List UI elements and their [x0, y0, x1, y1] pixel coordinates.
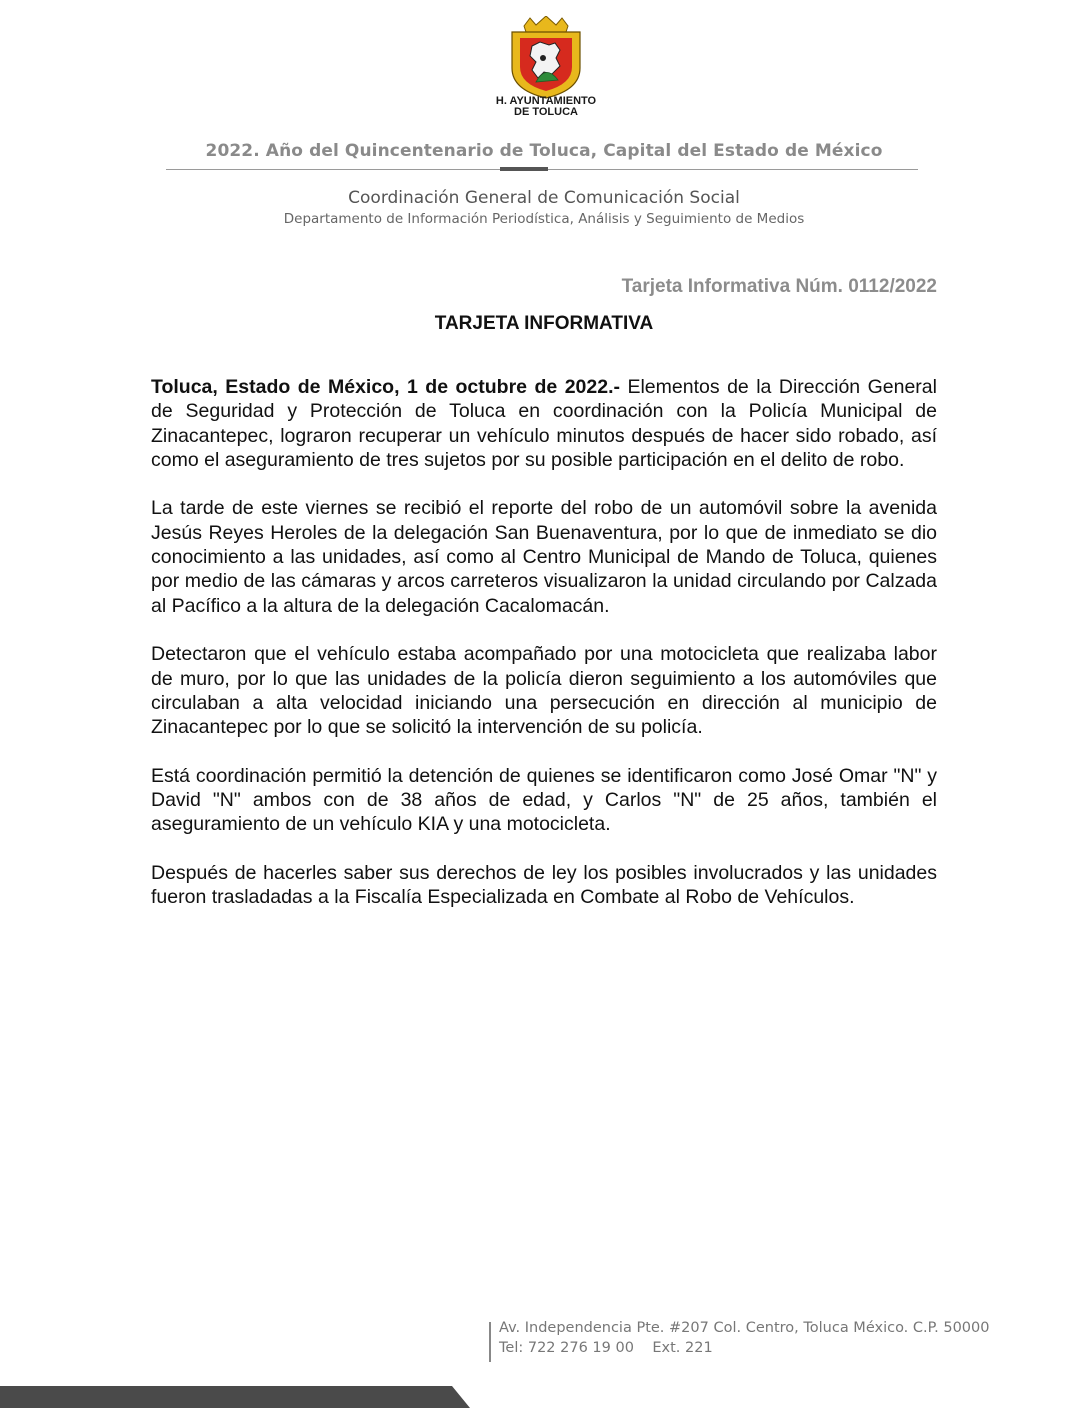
- document-body: [151, 375, 937, 934]
- dateline: Toluca, Estado de México, 1 de octubre de 2022.-: [151, 376, 620, 398]
- logo-caption-line2: DE TOLUCA: [514, 106, 578, 118]
- paragraph-3: Detectaron que el vehículo estaba acompañado por una motocicleta que realizaba labor de muro, por lo que las unidades de la policía dieron seguimiento a los automóviles que circulaban a alta velocidad iniciando una persecución en dirección al municipio de Zinacantepec por lo que se solicitó la intervención de su policía.: [151, 643, 937, 739]
- footer-address: Av. Independencia Pte. #207 Col. Centro, Toluca México. C.P. 50000: [499, 1320, 990, 1336]
- paragraph-1-text: Elementos de la Dirección General de Seguridad y Protección de Toluca en coordinación con la Policía Municipal de Zinacantepec, lograron recuperar un vehículo minutos después de hacer sido robado, así como el aseguramiento de tres sujetos por su posible participación en el delito de robo.: [151, 376, 937, 471]
- header-divider-accent: [500, 167, 548, 171]
- paragraph-5: Después de hacerles saber sus derechos de ley los posibles involucrados y las unidades fueron trasladadas a la Fiscalía Especializada en Combate al Robo de Vehículos.: [151, 861, 937, 909]
- paragraph-2: La tarde de este viernes se recibió el reporte del robo de un automóvil sobre la avenida Jesús Reyes Heroles de la delegación San Buenaventura, por lo que de inmediato se dio conocimiento a las unidades, así como al Centro Municipal de Mando de Toluca, quienes por medio de las cámaras y arcos carreteros visualizaron la unidad circulando por Calzada al Pacífico a la altura de la delegación Cacalomacán.: [151, 497, 937, 617]
- department-title: Departamento de Información Periodística, Análisis y Seguimiento de Medios: [283, 211, 805, 227]
- year-banner: 2022. Año del Quincentenario de Toluca, Capital del Estado de México: [205, 141, 883, 161]
- card-number: Tarjeta Informativa Núm. 0112/2022: [621, 276, 937, 297]
- logo-caption-line1: H. AYUNTAMIENTO: [495, 95, 597, 107]
- document-title: TARJETA INFORMATIVA: [434, 313, 654, 334]
- footer-phone: Tel: 722 276 19 00 Ext. 221: [499, 1340, 713, 1356]
- paragraph-4: Está coordinación permitió la detención de quienes se identificaron como José Omar "N" y David "N" ambos con de 38 años de edad, y Carlos "N" de 25 años, también el aseguramiento de un vehículo KIA y una motocicleta.: [151, 764, 937, 836]
- footer-band: [0, 1386, 470, 1408]
- coordination-title: Coordinación General de Comunicación Social: [348, 188, 740, 208]
- logo-caption: [472, 96, 620, 118]
- footer-divider: [489, 1322, 491, 1362]
- paragraph-1: [151, 375, 937, 472]
